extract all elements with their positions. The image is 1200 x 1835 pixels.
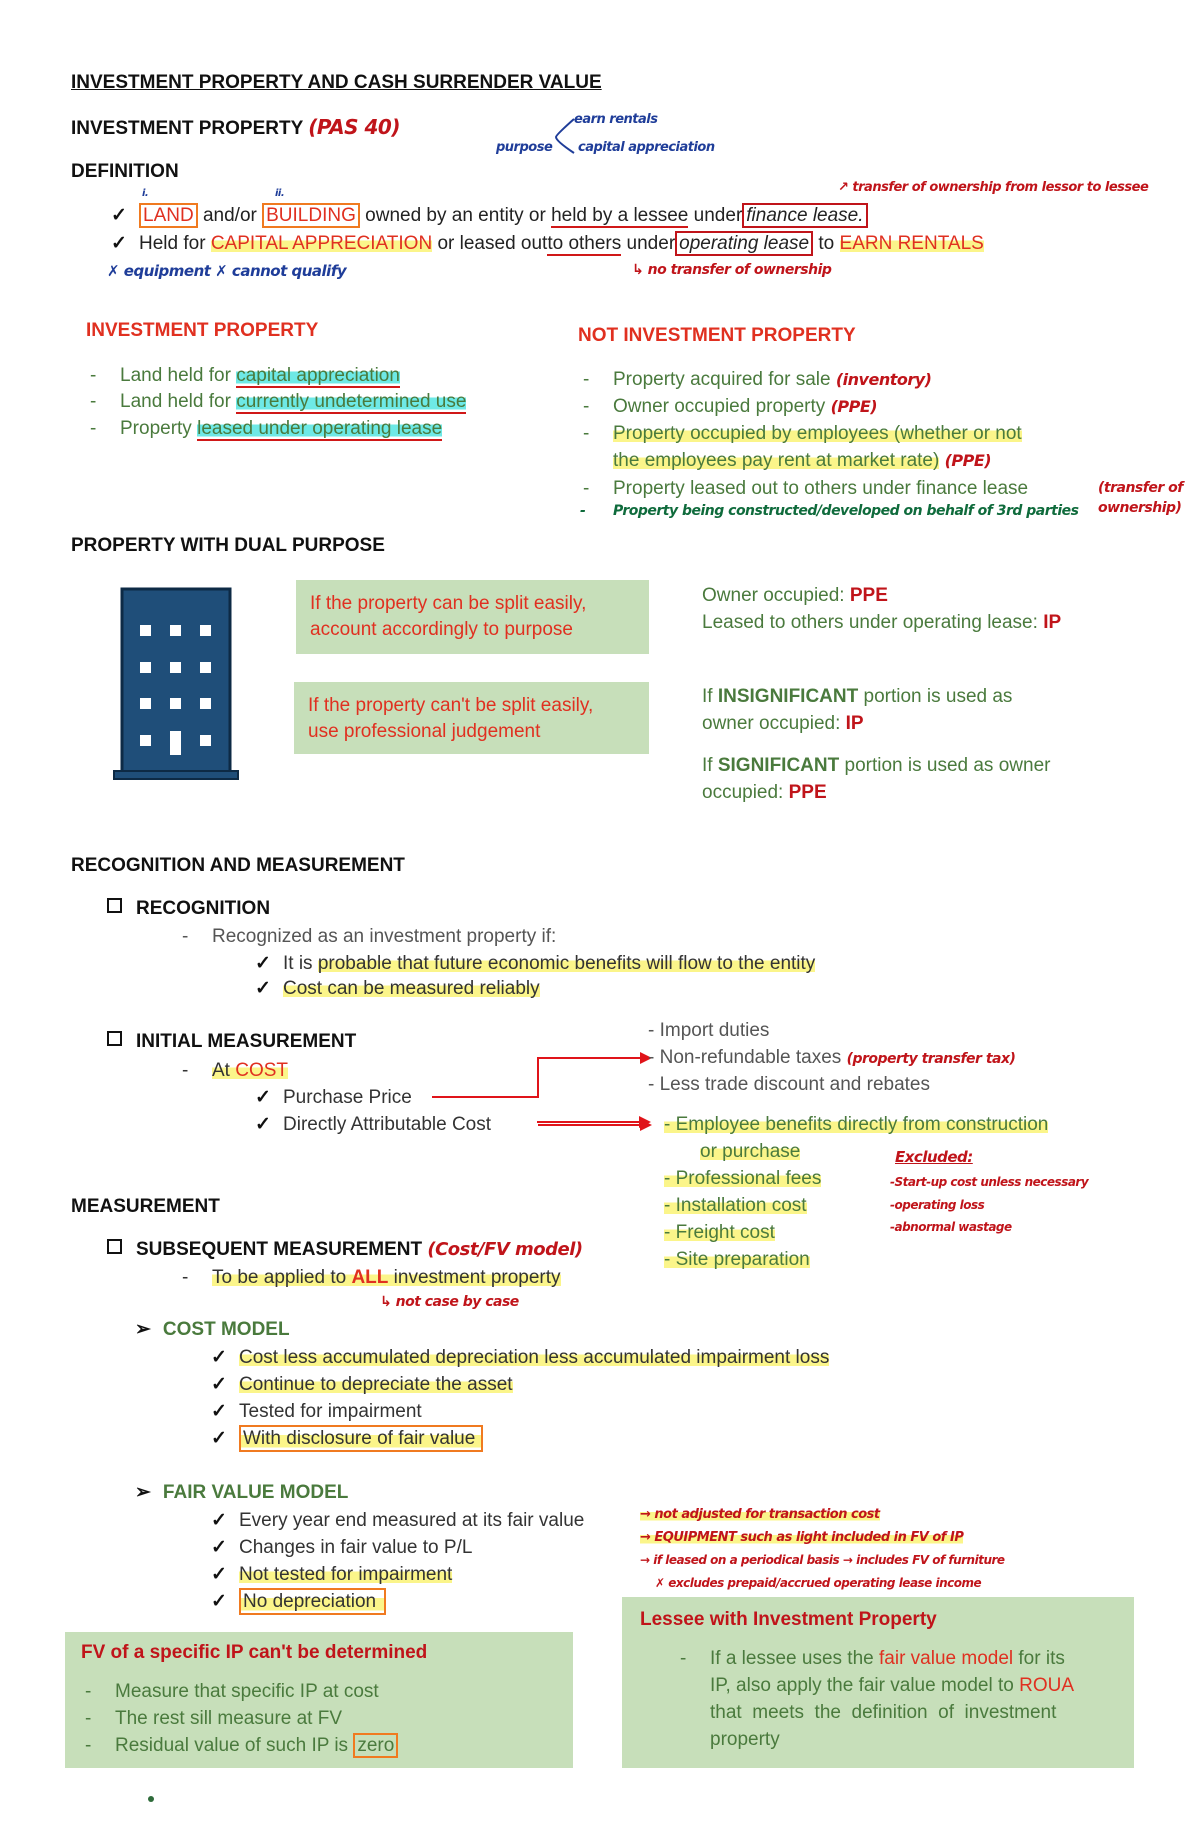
cost-check-2-text: Continue to depreciate the asset xyxy=(239,1374,513,1395)
dac-item-1b-text: or purchase xyxy=(700,1141,801,1162)
ip-item-1-hl: capital appreciation xyxy=(236,365,400,386)
recog-heading: RECOGNITION AND MEASUREMENT xyxy=(71,855,405,876)
fv-box-item-2-text: The rest sill measure at FV xyxy=(115,1708,343,1729)
dual-r2-bold: INSIGNIFICANT xyxy=(717,686,859,707)
lessee-line-3: that meets the definition of investment xyxy=(710,1702,1057,1723)
ip-item-2-hl: currently undetermined use xyxy=(236,391,467,412)
ip-list-heading: INVESTMENT PROPERTY xyxy=(86,320,319,341)
dac-item-2-text: - Professional fees xyxy=(664,1168,822,1189)
not-ip-item-5: - Property being constructed/developed on behalf of 3rd parties xyxy=(580,503,1079,519)
dual-r3-bold: SIGNIFICANT xyxy=(717,755,840,776)
not-ip-item-2-note: (PPE) xyxy=(830,397,878,416)
subsequent-line-all: ALL xyxy=(351,1267,389,1288)
owned-text: owned by an entity or xyxy=(365,205,546,226)
initial-at-text: At xyxy=(212,1060,236,1081)
fv-check-3-text: Not tested for impairment xyxy=(239,1564,453,1585)
lessee-line-1: - If a lessee uses the fair value model for its xyxy=(680,1648,1065,1669)
recog-check-1-hl: probable that future economic benefits will flow to the entity xyxy=(317,953,816,974)
dac-arrow xyxy=(535,1116,655,1128)
subsequent-sub-text: SUBSEQUENT MEASUREMENT xyxy=(136,1239,423,1260)
price-item-2-note: (property transfer tax) xyxy=(846,1051,1016,1067)
ip-item-3-hl: leased under operating lease xyxy=(197,418,443,439)
land-term: LAND xyxy=(139,203,198,228)
mark-i: i. xyxy=(142,188,149,199)
fv-check-2-text: Changes in fair value to P/L xyxy=(239,1537,473,1558)
dual-r1-a-text: Owner occupied: xyxy=(702,585,850,606)
fv-box-item-3-text: Residual value of such IP is xyxy=(115,1735,354,1756)
recog-line-text: Recognized as an investment property if: xyxy=(212,926,557,947)
lessee-line-2 xyxy=(710,1672,1074,1699)
finance-lease-text: finance lease xyxy=(746,205,859,226)
ip-list-item-2: - Land held for currently undetermined use xyxy=(90,391,467,412)
dual-r1-a xyxy=(702,582,888,609)
dual-r1-b-val: IP xyxy=(1043,612,1062,633)
fv-box-item-1: - Measure that specific IP at cost xyxy=(85,1681,379,1702)
subsequent-line-note-text: not case by case xyxy=(395,1294,519,1310)
initial-check-1-text: Purchase Price xyxy=(283,1087,412,1108)
dual-r3-line2 xyxy=(702,779,827,806)
lessee-box-title: Lessee with Investment Property xyxy=(640,1609,937,1630)
fv-box-item-3: - Residual value of such IP is zero xyxy=(115,1732,398,1759)
dac-item-2 xyxy=(664,1165,821,1192)
definition-line2 xyxy=(139,230,984,257)
andor-text: and/or xyxy=(202,205,257,226)
recog-check-1 xyxy=(283,950,815,977)
recog-check-1-pre: It is xyxy=(283,953,318,974)
fv-model-title-text: FAIR VALUE MODEL xyxy=(162,1482,349,1503)
price-item-3: - Less trade discount and rebates xyxy=(648,1074,931,1095)
dual-box2-line1: If the property can't be split easily, xyxy=(308,695,594,716)
definition-line1-note: ↗ transfer of ownership from lessor to lessee xyxy=(838,180,1149,195)
fv-note-2-text: → EQUIPMENT such as light included in FV of IP xyxy=(640,1530,964,1545)
dual-r2-post: portion is used as xyxy=(858,686,1013,707)
lessee-line-1-a: If a lessee uses the xyxy=(710,1648,879,1669)
fv-note-3: → if leased on a periodical basis → includes FV of furniture xyxy=(640,1553,1005,1567)
not-ip-item-1-note: (inventory) xyxy=(835,370,932,389)
fv-note-1 xyxy=(640,1507,880,1522)
fv-check-1-text: Every year end measured at its fair value xyxy=(239,1510,585,1531)
ip-list-item-3: - Property leased under operating lease xyxy=(90,418,443,439)
dual-box1-line1: If the property can be split easily, xyxy=(310,593,587,614)
purpose-label: purpose xyxy=(496,140,553,155)
purpose-item-1: earn rentals xyxy=(574,112,658,127)
under-text-2: under xyxy=(626,233,676,254)
dual-r2-pre: If xyxy=(702,686,718,707)
initial-cost-text: COST xyxy=(235,1060,289,1081)
recog-check-2-hl: Cost can be measured reliably xyxy=(283,978,540,999)
recog-line: - Recognized as an investment property if: xyxy=(182,926,557,947)
dual-box2-line2: use professional judgement xyxy=(308,721,541,742)
definition-line3-note: ✗ equipment ✗ cannot qualify xyxy=(107,262,347,280)
initial-at-cost: - At COST xyxy=(182,1060,289,1081)
not-ip-item-3-text: Property occupied by employees (whether or not xyxy=(613,423,1022,444)
dual-r2-line2-text: owner occupied: xyxy=(702,713,846,734)
recog-check-2 xyxy=(283,975,540,1002)
ip-item-3-pre: Property xyxy=(120,418,198,439)
definition-heading: DEFINITION xyxy=(71,161,179,182)
not-ip-item-3-note: (PPE) xyxy=(944,451,992,470)
fv-box-item-2: - The rest sill measure at FV xyxy=(85,1708,343,1729)
dual-heading: PROPERTY WITH DUAL PURPOSE xyxy=(71,535,385,556)
cost-check-3-text: Tested for impairment xyxy=(239,1401,422,1422)
fv-check-4 xyxy=(239,1588,386,1615)
not-ip-item-4: - Property leased out to others under finance lease xyxy=(583,478,1029,499)
line2-note-text: no transfer of ownership xyxy=(647,262,832,278)
excluded-1: -Start-up cost unless necessary xyxy=(890,1175,1089,1189)
dac-item-4-text: - Freight cost xyxy=(664,1222,775,1243)
ip-item-1-pre: Land held for xyxy=(120,365,237,386)
fv-note-2 xyxy=(640,1530,963,1545)
dual-r3-post: portion is used as owner xyxy=(839,755,1051,776)
initial-sub-text: INITIAL MEASUREMENT xyxy=(136,1031,357,1052)
dac-item-5 xyxy=(664,1246,810,1273)
cost-check-3 xyxy=(239,1398,422,1425)
lessee-box xyxy=(622,1597,1134,1768)
not-ip-list-heading: NOT INVESTMENT PROPERTY xyxy=(578,325,856,346)
dual-r1-b-text: Leased to others under operating lease: xyxy=(702,612,1044,633)
to-text: to xyxy=(818,233,835,254)
cost-model-title-text: COST MODEL xyxy=(162,1319,290,1340)
capital-appreciation-term: CAPITAL APPRECIATION xyxy=(210,233,433,254)
ip-item-2-pre: Land held for xyxy=(120,391,237,412)
cost-check-4-text: With disclosure of fair value xyxy=(239,1425,483,1452)
dac-item-1b xyxy=(700,1138,800,1165)
ip-header-note: (PAS 40) xyxy=(308,115,400,139)
not-ip-item-1-text: Property acquired for sale xyxy=(613,369,831,390)
cost-check-1-text: Cost less accumulated depreciation less accumulated impairment loss xyxy=(239,1347,830,1368)
not-ip-item-3-text2: the employees pay rent at market rate) xyxy=(613,450,940,471)
dac-item-1 xyxy=(664,1111,1048,1138)
subsequent-line-pre: To be applied to xyxy=(212,1267,352,1288)
dac-item-3 xyxy=(664,1192,807,1219)
subsequent-sub xyxy=(107,1239,583,1261)
definition-line2-note: ↳ no transfer of ownership xyxy=(632,262,832,278)
dual-r2-line1 xyxy=(702,683,1012,710)
initial-at-cost-hl xyxy=(212,1060,288,1081)
mark-ii: ii. xyxy=(275,188,285,199)
fv-check-3 xyxy=(239,1561,452,1588)
recog-sub-text: RECOGNITION xyxy=(136,898,271,919)
or-leased-text: or leased out xyxy=(437,233,548,254)
to-others-text: to others xyxy=(547,233,622,254)
dual-r2-val: IP xyxy=(845,713,864,734)
lessee-line-2-a: IP, also apply the fair value model to xyxy=(710,1675,1020,1696)
subsequent-sub-note: (Cost/FV model) xyxy=(427,1239,583,1260)
subsequent-line-hl xyxy=(212,1267,561,1288)
cost-check-4 xyxy=(239,1425,483,1452)
not-ip-item-5-text: Property being constructed/developed on behalf of 3rd parties xyxy=(613,503,1079,519)
earn-rentals-term: EARN RENTALS xyxy=(839,233,984,254)
finance-lease-term xyxy=(742,203,867,228)
dual-box-split xyxy=(296,580,649,654)
fv-check-4-text: No depreciation xyxy=(239,1588,386,1615)
not-ip-item-4-note: (transfer of ownership) xyxy=(1098,480,1183,516)
subsequent-line-post: investment property xyxy=(388,1267,561,1288)
fv-note-4: ✗ excludes prepaid/accrued operating lease income xyxy=(655,1576,982,1590)
cost-model-title: ➢ COST MODEL xyxy=(135,1319,290,1340)
dual-r1-a-val: PPE xyxy=(849,585,888,606)
initial-check-2-text: Directly Attributable Cost xyxy=(283,1114,492,1135)
not-ip-item-3b xyxy=(613,447,991,474)
not-ip-item-2-text: Owner occupied property xyxy=(613,396,826,417)
lessee-line-2-b: ROUA xyxy=(1019,1675,1075,1696)
dac-item-1-text: - Employee benefits directly from construction xyxy=(664,1114,1049,1135)
building-icon xyxy=(112,585,240,781)
page-title: INVESTMENT PROPERTY AND CASH SURRENDER VALUE xyxy=(71,72,602,93)
held-text: held by a lessee xyxy=(551,205,689,226)
finance-lease-end: . xyxy=(858,205,864,226)
initial-check-1 xyxy=(283,1084,412,1111)
definition-line1 xyxy=(139,202,868,229)
cost-check-1 xyxy=(239,1344,829,1371)
recog-sub xyxy=(107,898,270,920)
dual-box1-line2: account accordingly to purpose xyxy=(310,619,573,640)
dual-r3-line1 xyxy=(702,752,1050,779)
excluded-3: -abnormal wastage xyxy=(890,1220,1012,1234)
dual-r3-pre: If xyxy=(702,755,718,776)
not-ip-item-3: - Property occupied by employees (whether or not xyxy=(583,423,1022,444)
operating-lease-term: operating lease xyxy=(675,231,813,256)
ip-list-item-1: - Land held for capital appreciation xyxy=(90,365,400,386)
fv-check-1 xyxy=(239,1507,584,1534)
bullet-dot xyxy=(148,1796,154,1802)
dac-item-5-text: - Site preparation xyxy=(664,1249,810,1270)
dual-r2-line2 xyxy=(702,710,864,737)
building-term: BUILDING xyxy=(262,203,360,228)
dual-box-judgement xyxy=(294,682,649,754)
not-ip-item-2: - Owner occupied property (PPE) xyxy=(583,396,878,417)
not-ip-item-4-text: Property leased out to others under finance lease xyxy=(613,478,1029,499)
dac-item-3-text: - Installation cost xyxy=(664,1195,807,1216)
line3-note-text: equipment ✗ cannot qualify xyxy=(123,262,347,280)
price-item-1: - Import duties xyxy=(648,1020,770,1041)
fv-note-1-text: → not adjusted for transaction cost xyxy=(640,1507,880,1522)
lessee-line-1-b: fair value model xyxy=(879,1648,1014,1669)
lessee-line-4: property xyxy=(710,1729,780,1750)
price-item-2 xyxy=(648,1044,1015,1073)
initial-sub xyxy=(107,1031,356,1053)
dual-r3-line2-text: occupied: xyxy=(702,782,789,803)
ip-header-text: INVESTMENT PROPERTY xyxy=(71,118,303,139)
subsequent-line: - To be applied to ALL investment property xyxy=(182,1267,561,1288)
lessee-line-1-c: for its xyxy=(1013,1648,1065,1669)
not-ip-item-1: - Property acquired for sale (inventory) xyxy=(583,369,932,390)
dual-r3-val: PPE xyxy=(788,782,827,803)
excluded-title: Excluded: xyxy=(895,1148,973,1166)
cost-check-2 xyxy=(239,1371,513,1398)
fv-undetermined-box xyxy=(65,1632,573,1768)
fv-model-title: ➢ FAIR VALUE MODEL xyxy=(135,1482,349,1503)
excluded-2: -operating loss xyxy=(890,1198,985,1212)
price-item-2-text: - Non-refundable taxes xyxy=(648,1047,842,1068)
fv-check-2 xyxy=(239,1534,472,1561)
fv-box-item-1-text: Measure that specific IP at cost xyxy=(115,1681,379,1702)
line1-note-text: transfer of ownership from lessor to lessee xyxy=(852,180,1149,195)
subsequent-line-note: ↳ not case by case xyxy=(380,1294,519,1310)
dac-item-4 xyxy=(664,1219,775,1246)
under-text: under xyxy=(693,205,743,226)
measure-heading: MEASUREMENT xyxy=(71,1196,220,1217)
fv-box-zero: zero xyxy=(353,1733,398,1758)
dual-r1-b xyxy=(702,609,1061,636)
ip-header xyxy=(71,115,400,140)
fv-box-title: FV of a specific IP can't be determined xyxy=(81,1642,428,1663)
held-for-text: Held for xyxy=(139,233,206,254)
purpose-item-2: capital appreciation xyxy=(578,140,715,155)
